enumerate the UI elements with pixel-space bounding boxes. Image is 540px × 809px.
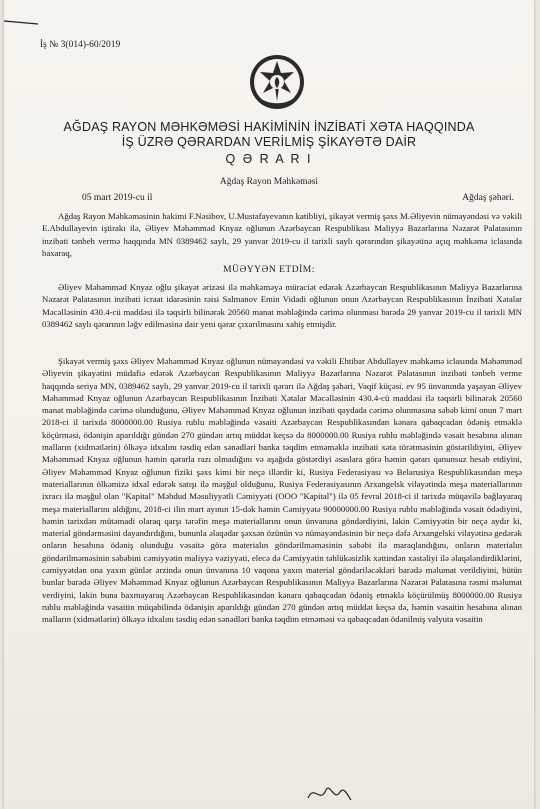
established-paragraph: Əliyev Məhəmməd Knyaz oğlu şikayət ərizəsi ilə məhkəməyə müraciət edərək Azərbaycan Respublikasının Maliyyə Bazarlarına Nəzarət Palatasının inzibati icraat idarəsinin rəisi Salmanov Emin Vidadi oğlunun onun Azərbaycan Respublikasının İnzibati Xətalar Məcəlləsinin 430.4-cü maddəsi ilə təqsirli bilinərək 20560 manat məbləğində cərimə olunması barədə 29 yanvar 2019-cu il tarixli MN 0389462 saylı qərarının ləğv edilməsinə dair yeni qərar çıxarılmasını xahiş etmişdir. (42, 282, 522, 329)
document-page (4, 0, 534, 809)
title-line-3: Q Ə R A R I (225, 152, 313, 166)
title-line-1: AĞDAŞ RAYON MƏHKƏMƏSİ HAKİMİNİN İNZİBATİ XƏTA HAQQINDA (63, 120, 475, 134)
section-heading: MÜƏYYƏN ETDİM: (223, 265, 315, 275)
azerbaijan-state-emblem-icon (248, 52, 306, 112)
pen-stroke-icon (4, 18, 40, 26)
case-number: İş № 3(014)-60/2019 (40, 40, 121, 50)
decision-date: 05 mart 2019-cu il (82, 193, 153, 203)
main-paragraph: Şikayət vermiş şəxs Əliyev Məhəmməd Knyaz oğlunun nümayəndəsi və vəkili Ehtibar Abdullayev məhkəmə iclasında Məhəmməd Əliyevin şikayətini müdafiə edərək Azərbaycan Respublikasının Maliyyə Bazarlarına Nəzarət Palatasının inzibati tənbeh verme haqqında seriya MN, 0389462 saylı, 29 yanvar 2019-cu il tarixli qərarı ilə Ağdaş şəhəri, Vaqif küçəsi. ev 95 ünvanında yaşayan Əliyev Məhəmməd Knyaz oğlunun Azərbaycan Respublikasının İnzibati Xətalar Məcəlləsinin 430.4-cü maddəsi ilə təqsirli bilinərək 20560 manat məbləğində cərimə olunduğunu, Əliyev Məhəmməd Knyaz oğlunun inzibati qaydada cərimə olunmasına səbəb kimi onun 7 mart 2018-ci il tarixdə 8000000.00 Rusiya rublu məbləğində vəsaiti Azərbaycan Respublikasından kənara qabaqcadan ödəniş etməklə köçürməsi, ödənişin aparıldığı gündən 270 gündən artıq müddət keçsə də 8000000.00 Rusiya rublu məbləğində vəsait hesabına alınan malların (xidmətlərin) ölkəyə idxalını təsdiq edən sənədləri banka təqdim etməməklə inzibati xəta törətməsinin göstərildiyini, Əliyev Məhəmməd Knyaz oğlunun həmin qərarla razı olmadığını və aşağıda göstərdiyi əsaslara görə həmin qərarı qanunsuz hesab etdiyini, Əliyev Məhəmməd Knyaz oğlunun fiziki şəxs kimi bir neçə illərdir ki, Rusiya Federasiyası və Belarusiya Respublikasından meşə materiallarının ölkəmizə idxal edərək satışı ilə məşğul olduğunu, Rusiya Federasiyasının Arxangelsk vilayətində meşə materiallarının ixracı ilə məşğul olan "Kapital" Məhdud Məsuliyyətli Cəmiyyəti (OOO "Kapital") ilə 05 fevral 2018-ci il tarixdə müqavilə bağlayaraq meşə materiallarını aldığını, 2018-ci ilin mart ayının 15-dək həmin Cəmiyyətə 90000000.00 Rusiya rublu məbləğində vəsait ödədiyini, həmin tarixdən mütəmadi olaraq qarşı tərəfin meşə materiallarını onun ünvanına göndərdiyini, lakin Cəmiyyətin bir neçə aydır ki, material göndərməsini dayandırdığını, bununla əlaqədar şəxsən özünün və nümayəndəsinin bir neçə dəfə Arxangelski vilayətinə gedərək onların hesabına ödəniş olunduğu vəsaitə görə materialın göndərilməməsinin səbəbi ilə maraqlandığını, onların materialın göndərilməməsinin səbəbini cəmiyyətin maliyyə vəziyyəti, elecə də Cəmiyyətin təhlükəsizlik xəttindən xəstəliyi ilə əlaqələndirdiklərini, cəmiyyətdən ona yaxın günlər ərzində onun ünvanına 10 vaqona yaxın material göndəriləcəkləri barədə məlumat verildiyini, bütün bunlar barədə Əliyev Məhəmməd Knyaz oğlunun Azərbaycan Respublikasının Maliyyə Bazarlarına Nəzarət Palatasına rəsmi məlumat verdiyini, lakin buna baxmayaraq Azərbaycan Respublikasından kənara qabaqcadan ödəniş etməklə köçürülmüş 8000000.00 Rusiya rublu məbləğində vəsaitin müqabilində ödənişin aparıldığı gündən 270 gündən artıq müddət keçsə də, həmin vəsaitin hesabına alınan malların (xidmətlərin) ölkəyə idxalını təsdiq edən sənədləri banka təqdim etməməsi və qabaqcadan ödənilmiş valyuta vəsaitin (42, 356, 522, 625)
handwritten-signature-icon (304, 780, 354, 806)
court-name: Ağdaş Rayon Məhkəməsi (219, 177, 319, 187)
decision-city: Ağdaş şəhəri. (462, 193, 514, 203)
intro-paragraph: Ağdaş Rayon Məhkəməsinin hakimi F.Nəsibov, U.Mustafayevanın katibliyi, şikayət vermiş şəxs M.Əliyevin nümayəndəsi və vəkili E.Abdullayevin iştirakı ilə, Əliyev Məhəmməd Knyaz oğlunun Azərbaycan Respublikası Maliyyə Bazarlarına Nəzarət Palatasının inzibati tənbeh vermə haqqında MN 0389462 saylı, 29 yanvar 2019-cu il tarixli saylı qərarından şikayətinə açıq məhkəmə iclasında baxaraq, (42, 211, 522, 258)
title-line-2: İŞ ÜZRƏ QƏRARDAN VERİLMİŞ ŞİKAYƏTƏ DAİR (121, 135, 417, 149)
